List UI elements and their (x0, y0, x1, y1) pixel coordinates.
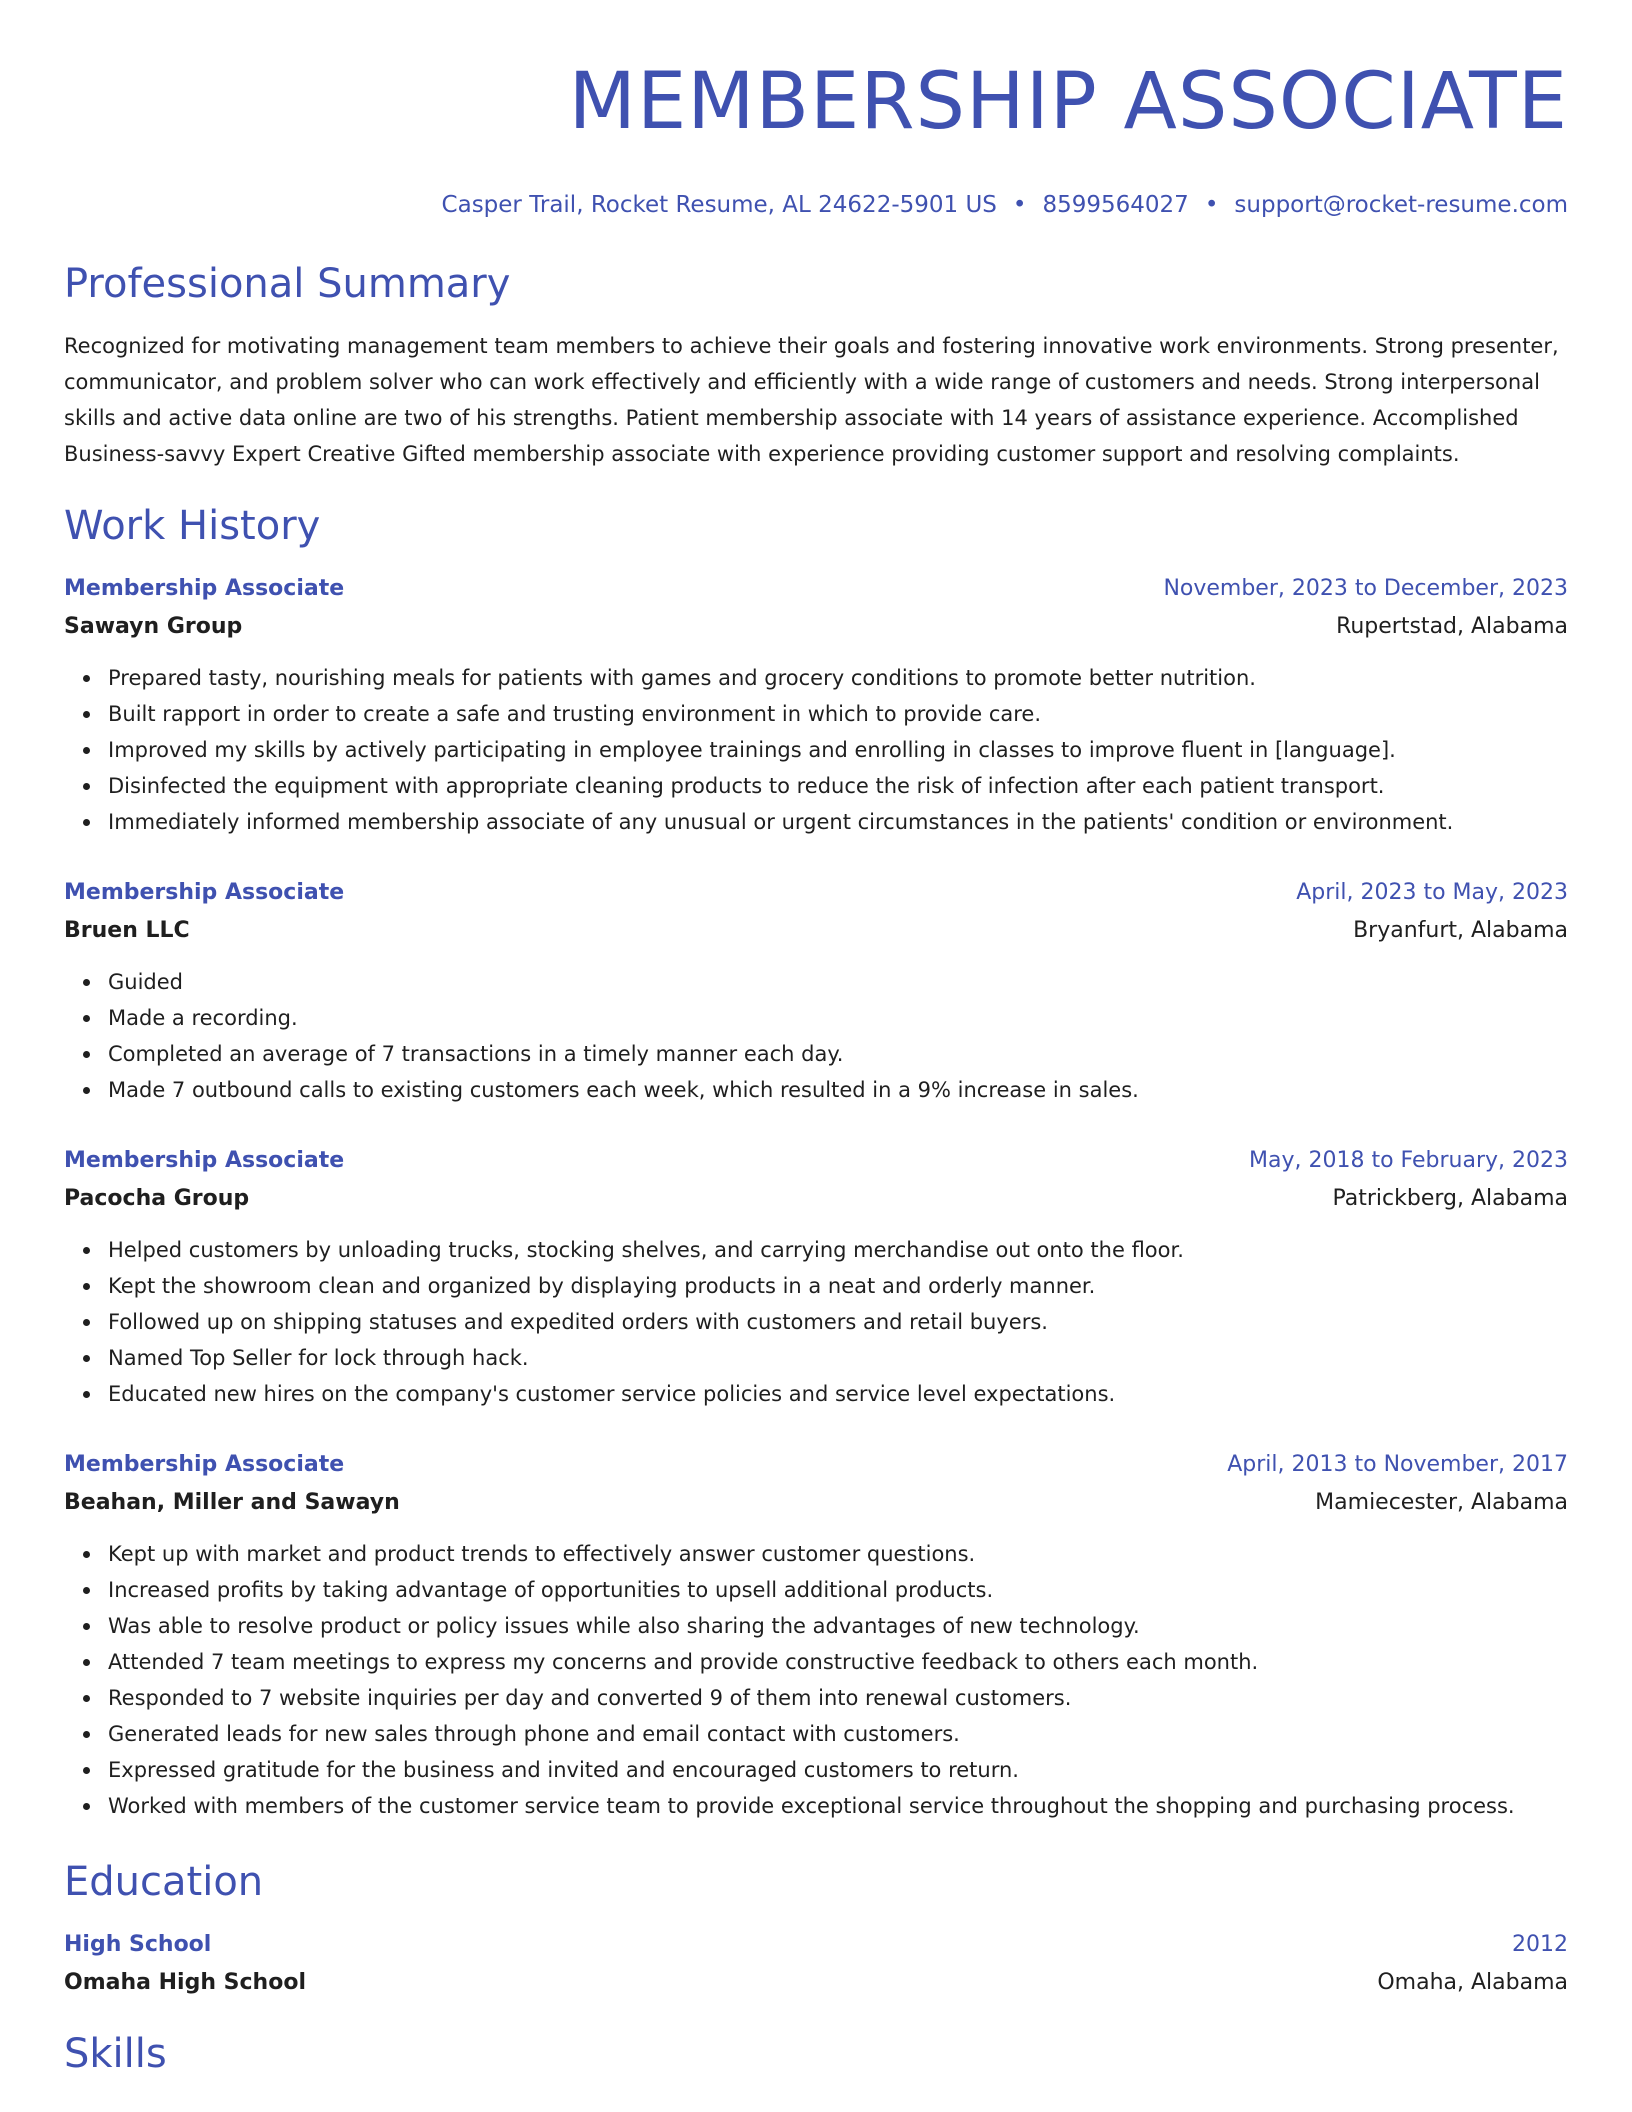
job-bullet: Attended 7 team meetings to express my concerns and provide constructive feedback to others each month. (108, 1644, 1568, 1680)
job-dates: November, 2023 to December, 2023 (1163, 576, 1568, 601)
job-company-row (64, 912, 1568, 950)
contact-separator: • (1204, 192, 1219, 218)
education-degree: High School (64, 1932, 212, 1957)
job-bullet: Made a recording. (108, 1000, 1568, 1036)
education-school: Omaha High School (64, 1970, 306, 1995)
education-school-row (64, 1964, 1568, 2002)
job-company-row (64, 1180, 1568, 1218)
job-role: Membership Associate (64, 576, 345, 601)
job-dates: April, 2023 to May, 2023 (1296, 880, 1568, 905)
job-bullet: Kept up with market and product trends to effectively answer customer questions. (108, 1536, 1568, 1572)
job-bullet: Prepared tasty, nourishing meals for patients with games and grocery conditions to promote better nutrition. (108, 660, 1568, 696)
job-header-row (64, 874, 1568, 912)
job-bullets (64, 1536, 1568, 1824)
job-bullet: Built rapport in order to create a safe and trusting environment in which to provide care. (108, 696, 1568, 732)
job-bullet: Disinfected the equipment with appropriate cleaning products to reduce the risk of infection after each patient transport. (108, 768, 1568, 804)
job-bullet: Generated leads for new sales through phone and email contact with customers. (108, 1716, 1568, 1752)
job-location: Rupertstad, Alabama (1336, 614, 1568, 639)
job-company: Beahan, Miller and Sawayn (64, 1490, 400, 1515)
job-dates: April, 2013 to November, 2017 (1227, 1452, 1568, 1477)
job-entry (64, 1142, 1568, 1412)
job-entry (64, 570, 1568, 840)
job-header-row (64, 1446, 1568, 1484)
contact-separator: • (1012, 192, 1027, 218)
job-entry (64, 874, 1568, 1108)
job-bullets (64, 1232, 1568, 1412)
contact-address: Casper Trail, Rocket Resume, AL 24622-5901 US (441, 192, 997, 218)
job-location: Bryanfurt, Alabama (1353, 918, 1568, 943)
summary-text: Recognized for motivating management team members to achieve their goals and fostering innovative work environments. Strong presenter, communicator, and problem solver who can work effectively and efficiently with a wide range of customers and needs. Strong interpersonal skills and active data online are two of his strengths. Patient membership associate with 14 years of assistance experience. Accomplished Business-savvy Expert Creative Gifted membership associate with experience providing customer support and resolving complaints. (64, 334, 1559, 466)
education-year: 2012 (1512, 1932, 1568, 1957)
job-bullet: Increased profits by taking advantage of opportunities to upsell additional products. (108, 1572, 1568, 1608)
contact-phone[interactable]: 8599564027 (1042, 192, 1189, 218)
job-bullet: Was able to resolve product or policy issues while also sharing the advantages of new technology. (108, 1608, 1568, 1644)
job-role: Membership Associate (64, 880, 345, 905)
job-header-row (64, 1142, 1568, 1180)
resume-name: MEMBERSHIP ASSOCIATE (568, 57, 1568, 147)
job-bullet: Educated new hires on the company's customer service policies and service level expectations. (108, 1376, 1568, 1412)
job-bullet: Improved my skills by actively participating in employee trainings and enrolling in classes to improve fluent in [language]. (108, 732, 1568, 768)
job-role: Membership Associate (64, 1148, 345, 1173)
job-bullet: Completed an average of 7 transactions in a timely manner each day. (108, 1036, 1568, 1072)
job-bullets (64, 964, 1568, 1108)
job-bullet: Guided (108, 964, 1568, 1000)
summary-heading: Professional Summary (64, 261, 511, 307)
education-entry (64, 1926, 1568, 2002)
job-bullet: Made 7 outbound calls to existing customers each week, which resulted in a 9% increase in sales. (108, 1072, 1568, 1108)
job-role: Membership Associate (64, 1452, 345, 1477)
job-company-row (64, 608, 1568, 646)
job-bullet: Immediately informed membership associate of any unusual or urgent circumstances in the patients' condition or environment. (108, 804, 1568, 840)
job-company-row (64, 1484, 1568, 1522)
education-location: Omaha, Alabama (1377, 1970, 1568, 1995)
job-dates: May, 2018 to February, 2023 (1249, 1148, 1568, 1173)
job-bullets (64, 660, 1568, 840)
job-company: Pacocha Group (64, 1186, 250, 1211)
job-bullet: Responded to 7 website inquiries per day and converted 9 of them into renewal customers. (108, 1680, 1568, 1716)
job-company: Bruen LLC (64, 918, 190, 943)
work-history-heading: Work History (64, 503, 321, 549)
job-bullet: Followed up on shipping statuses and expedited orders with customers and retail buyers. (108, 1304, 1568, 1340)
skills-heading: Skills (64, 2031, 167, 2077)
job-entry (64, 1446, 1568, 1824)
job-bullet: Worked with members of the customer service team to provide exceptional service throughout the shopping and purchasing process. (108, 1788, 1568, 1824)
education-header-row (64, 1926, 1568, 1964)
job-bullet: Kept the showroom clean and organized by displaying products in a neat and orderly manner. (108, 1268, 1568, 1304)
job-location: Patrickberg, Alabama (1332, 1186, 1568, 1211)
job-bullet: Helped customers by unloading trucks, stocking shelves, and carrying merchandise out onto the floor. (108, 1232, 1568, 1268)
contact-email[interactable]: support@rocket-resume.com (1234, 192, 1568, 218)
job-header-row (64, 570, 1568, 608)
job-location: Mamiecester, Alabama (1315, 1490, 1568, 1515)
education-heading: Education (64, 1859, 264, 1905)
job-company: Sawayn Group (64, 614, 243, 639)
contact-line (64, 190, 1568, 220)
job-bullet: Named Top Seller for lock through hack. (108, 1340, 1568, 1376)
job-bullet: Expressed gratitude for the business and invited and encouraged customers to return. (108, 1752, 1568, 1788)
